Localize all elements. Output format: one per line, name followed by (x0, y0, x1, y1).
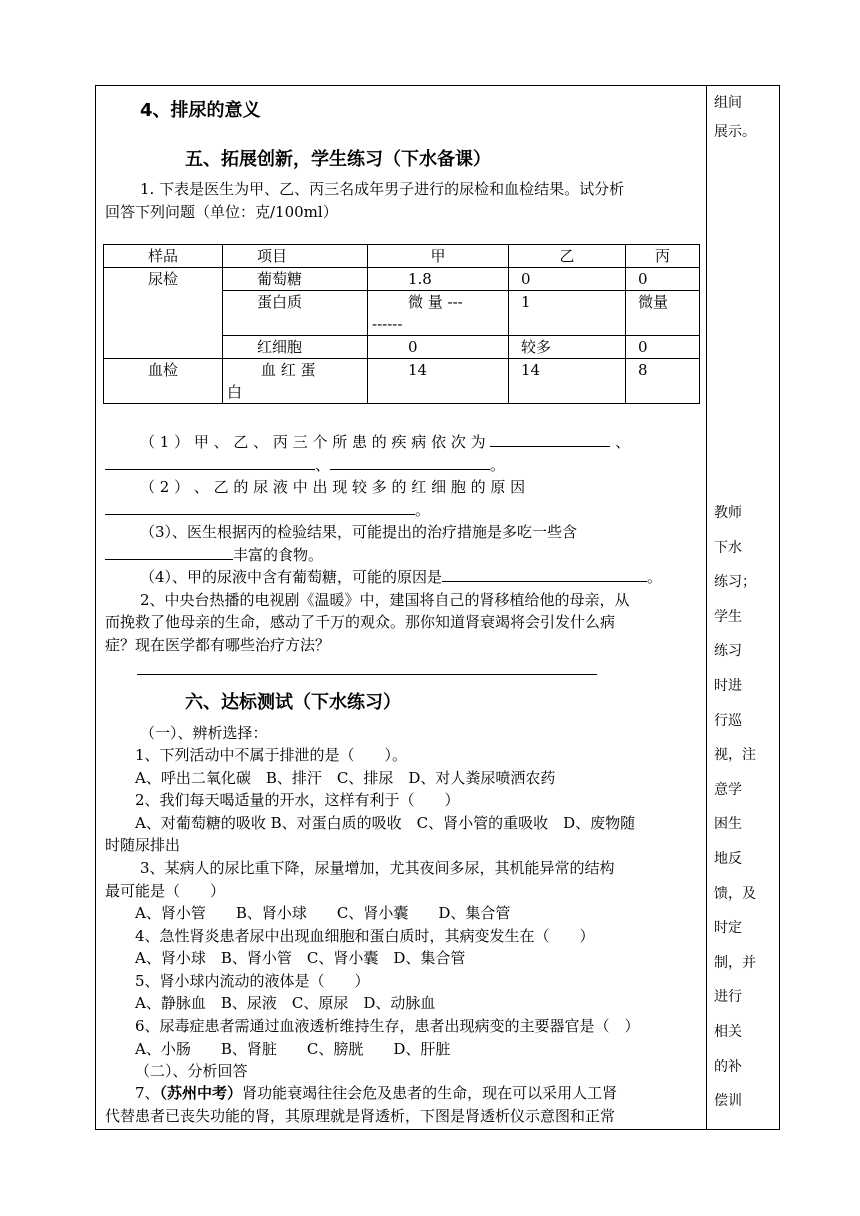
table-cell: 尿检 (104, 268, 223, 359)
question-text: （4）、甲的尿液中含有葡萄糖，可能的原因是 (140, 568, 443, 586)
table-cell: 0 (626, 336, 700, 359)
side-note: 相关 (714, 1023, 742, 1040)
side-note: 意学 (714, 781, 742, 798)
table-header-row (104, 245, 700, 268)
table-cell: 0 (626, 268, 700, 291)
sub-question-2: （ 2 ） 、 乙 的 尿 液 中 出 现 较 多 的 红 细 胞 的 原 因 (140, 478, 526, 496)
table-cell: 血检 (104, 359, 223, 404)
mc-options: A、静脉血 B、尿液 C、原尿 D、动脉血 (135, 994, 436, 1012)
table-cell: 较多 (509, 336, 626, 359)
answer-line (137, 674, 597, 675)
answer-blank (442, 567, 647, 582)
mc-question: 6、尿毒症患者需通过血液透析维持生存，患者出现病变的主要器官是（ ） (135, 1017, 640, 1035)
table-cell: 红细胞 (223, 336, 368, 359)
table-cell (368, 291, 509, 336)
mc-options: A、肾小球 B、肾小管 C、肾小囊 D、集合管 (135, 949, 466, 967)
mc-question: 2、我们每天喝适量的开水，这样有利于（ ） (135, 791, 460, 809)
side-note: 困生 (714, 816, 742, 833)
mc-options: A、肾小管 B、肾小球 C、肾小囊 D、集合管 (135, 904, 511, 922)
table-cell-text: 白 (227, 383, 243, 401)
side-note: 视，注 (714, 747, 756, 764)
side-notes-top (710, 89, 776, 147)
table-cell: 蛋白质 (223, 291, 368, 336)
part-heading: （二）、分析回答 (135, 1062, 248, 1080)
sub-question-1 (140, 431, 700, 453)
question-text: 。 (415, 501, 431, 519)
sub-question-2-cont (105, 499, 700, 521)
side-note: 教师 (714, 505, 742, 521)
table-cell-text: 血 红 蛋 (261, 361, 316, 379)
answer-blank (105, 455, 315, 470)
table-row (104, 268, 700, 291)
side-note: 下水 (714, 539, 742, 556)
table-cell: 丙 (626, 245, 700, 268)
question-text: 肾功能衰竭往往会危及患者的生命，现在可以采用人工肾 (242, 1084, 618, 1102)
table-cell: 葡萄糖 (223, 268, 368, 291)
section-heading-5: 五、拓展创新，学生练习（下水备课） (185, 149, 491, 170)
answer-blank (105, 500, 415, 515)
mc-question: 4、急性肾炎患者尿中出现血细胞和蛋白质时，其病变发生在（ ） (135, 927, 595, 945)
table-cell: 微量 (626, 291, 700, 336)
part-heading: （一）、辨析选择： (140, 724, 268, 742)
table-cell (223, 359, 368, 404)
side-note: 行巡 (714, 712, 742, 729)
table-cell: 1 (509, 291, 626, 336)
side-note: 时定 (714, 920, 742, 937)
side-note: 的补 (714, 1058, 742, 1075)
side-note: 练习； (714, 574, 756, 591)
side-note: 练习 (714, 643, 742, 660)
table-cell: 14 (509, 359, 626, 404)
question-1-line: 回答下列问题（单位：克/100ml） (105, 203, 338, 221)
mc-question: 5、肾小球内流动的液体是（ ） (135, 972, 370, 990)
side-note: 制，并 (714, 954, 756, 971)
question-2-line: 而挽救了他母亲的生命，感动了千万的观众。那你知道肾衰竭将会引发什么病 (105, 613, 616, 631)
question-text: 、 (315, 456, 331, 474)
question-text: （ 1 ） 甲 、 乙 、 丙 三 个 所 患 的 疾 病 依 次 为 (140, 433, 486, 451)
question-2-line: 症？现在医学都有哪些治疗方法？ (105, 636, 331, 654)
sub-question-3-cont (105, 544, 700, 566)
table-cell: 样品 (104, 245, 223, 268)
mc-question: 3、某病人的尿比重下降，尿量增加，尤其夜间多尿，其机能异常的结构 (140, 859, 615, 877)
mc-question: 最可能是（ ） (105, 882, 226, 900)
table-cell: 1.8 (368, 268, 509, 291)
answer-blank (105, 545, 233, 560)
table-cell: 甲 (368, 245, 509, 268)
question-text: 、 (615, 433, 631, 451)
side-note: 学生 (714, 608, 742, 625)
mc-options: A、对葡萄糖的吸收 B、对蛋白质的吸收 C、肾小管的重吸收 D、废物随 (135, 814, 636, 832)
side-note: 偿训 (714, 1093, 742, 1110)
side-note: 时进 (714, 677, 742, 694)
table-cell-text: ------ (372, 315, 403, 333)
table-cell: 0 (368, 336, 509, 359)
table-cell: 8 (626, 359, 700, 404)
side-note: 馈，及 (714, 885, 756, 902)
test-results-table (103, 244, 700, 404)
side-note: 展示。 (714, 124, 756, 140)
question-7-line (135, 1082, 700, 1104)
section-heading-4: 4、排尿的意义 (140, 100, 261, 121)
table-cell: 乙 (509, 245, 626, 268)
mc-question: 1、下列活动中不属于排泄的是（ ）。 (135, 746, 408, 764)
answer-blank (330, 455, 490, 470)
answer-blank (490, 432, 610, 447)
table-cell: 项目 (223, 245, 368, 268)
mc-options: A、小肠 B、肾脏 C、膀胱 D、肝脏 (135, 1040, 451, 1058)
question-text: 。 (490, 456, 506, 474)
question-text: 。 (647, 568, 663, 586)
side-note: 组间 (714, 95, 742, 111)
question-number: 7、 (135, 1084, 160, 1102)
section-heading-6: 六、达标测试（下水练习） (185, 692, 401, 713)
sub-question-1-cont (105, 454, 700, 476)
question-7-line: 代替患者已丧失功能的肾，其原理就是肾透析，下图是肾透析仪示意图和正常 (105, 1107, 616, 1125)
question-text: 丰富的食物。 (233, 546, 324, 564)
mc-options: A、呼出二氧化碳 B、排汗 C、排尿 D、对人粪尿喷洒农药 (135, 769, 556, 787)
table-cell: 14 (368, 359, 509, 404)
question-source: （苏州中考） (159, 1084, 243, 1102)
table-cell: 0 (509, 268, 626, 291)
table-cell-text: 微 量 --- (408, 293, 463, 311)
sub-question-3: （3）、医生根据丙的检验结果，可能提出的治疗措施是多吃一些含 (140, 523, 578, 541)
sub-question-4 (140, 566, 700, 588)
side-note: 地反 (714, 850, 742, 867)
question-2-line: 2、中央台热播的电视剧《温暖》中，建国将自己的肾移植给他的母亲，从 (140, 591, 630, 609)
side-note: 进行 (714, 989, 742, 1006)
question-1-line: 1. 下表是医生为甲、乙、丙三名成年男子进行的尿检和血检结果。试分析 (140, 180, 625, 198)
mc-options: 时随尿排出 (105, 836, 181, 854)
table-row (104, 359, 700, 404)
